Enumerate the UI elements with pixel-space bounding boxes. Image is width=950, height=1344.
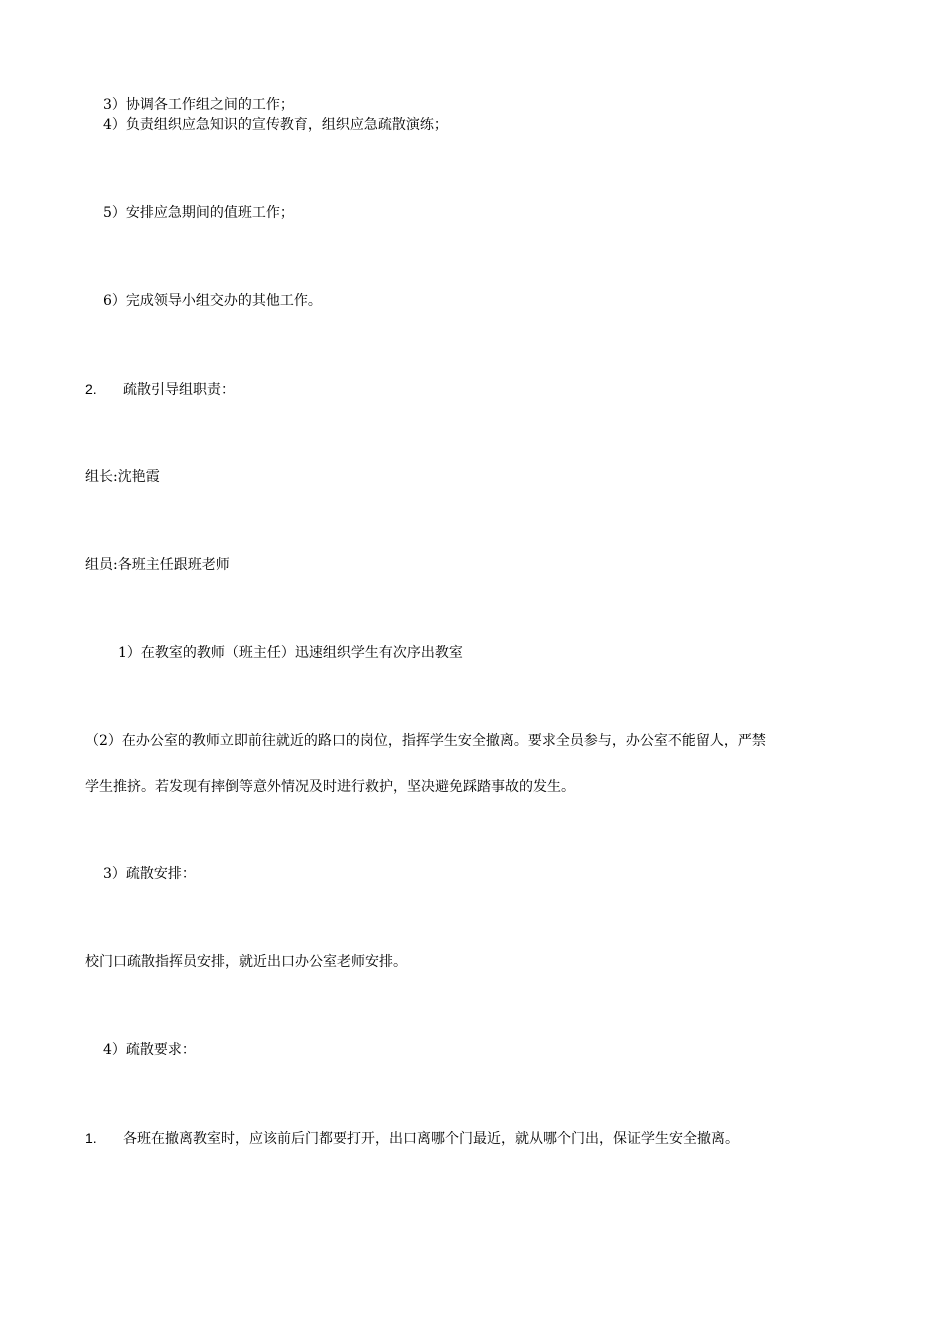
section-heading-evacuation-group xyxy=(85,379,235,400)
paragraph-duty-5: 5）安排应急期间的值班工作； xyxy=(103,205,294,221)
paragraph-item-1: 1）在教室的教师（班主任）迅速组织学生有次序出教室 xyxy=(118,645,463,661)
paragraph-item-2-line-2: 学生推挤。若发现有摔倒等意外情况及时进行救护，坚决避免踩踏事故的发生。 xyxy=(85,779,575,795)
paragraph-evacuation-arrangement: 3）疏散安排： xyxy=(103,866,196,882)
paragraph-duty-6: 6）完成领导小组交办的其他工作。 xyxy=(103,293,322,309)
paragraph-group-members: 组员:各班主任跟班老师 xyxy=(85,557,230,573)
list-number: 1. xyxy=(85,1130,97,1146)
paragraph-item-2-line-1: （2）在办公室的教师立即前往就近的路口的岗位，指挥学生安全撤离。要求全员参与，办公室不能留人，严禁 xyxy=(85,733,766,749)
paragraph-duty-3: 3）协调各工作组之间的工作； xyxy=(103,97,294,113)
section-title: 疏散引导组职责： xyxy=(123,382,235,398)
section-number: 2. xyxy=(85,381,97,397)
list-text: 各班在撤离教室时，应该前后门都要打开，出口离哪个门最近，就从哪个门出，保证学生安全撤离。 xyxy=(123,1131,739,1147)
paragraph-arrangement-detail: 校门口疏散指挥员安排，就近出口办公室老师安排。 xyxy=(85,954,407,970)
paragraph-evacuation-requirements: 4）疏散要求： xyxy=(103,1042,196,1058)
paragraph-group-leader: 组长:沈艳霞 xyxy=(85,469,160,485)
paragraph-requirement-1 xyxy=(85,1128,739,1149)
paragraph-duty-4: 4）负责组织应急知识的宣传教育，组织应急疏散演练； xyxy=(103,117,448,133)
